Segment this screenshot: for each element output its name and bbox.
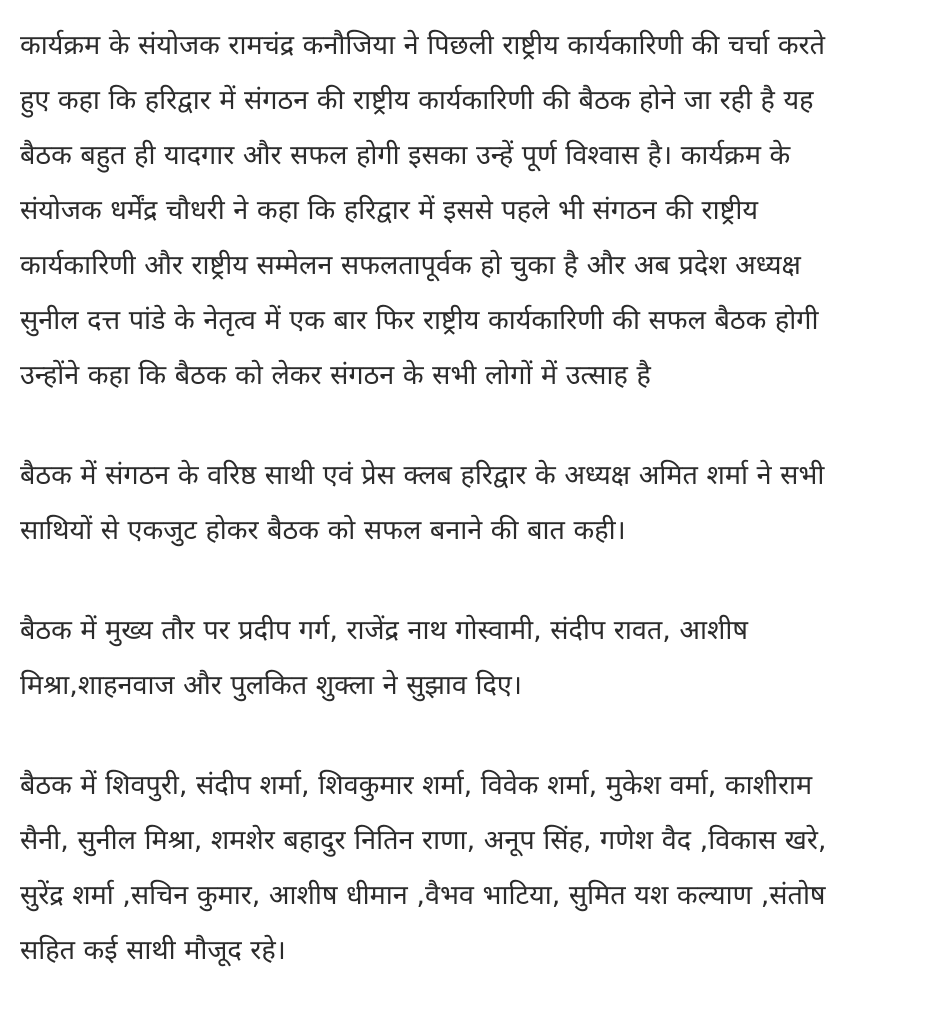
article-body: [20, 18, 925, 1023]
text-line: सहित कई साथी मौजूद रहे।: [20, 935, 286, 966]
text-line: मिश्रा,शाहनवाज और पुलकित शुक्ला ने सुझाव दिए।: [20, 670, 522, 701]
paragraph-attendees: [20, 758, 925, 978]
text-line: बैठक में संगठन के वरिष्ठ साथी एवं प्रेस क्लब हरिद्वार के अध्यक्ष अमित शर्मा ने सभी: [20, 460, 825, 491]
text-line: हुए कहा कि हरिद्वार में संगठन की राष्ट्रीय कार्यकारिणी की बैठक होने जा रही है यह: [20, 85, 814, 116]
text-line: कार्यकारिणी और राष्ट्रीय सम्मेलन सफलतापूर्वक हो चुका है और अब प्रदेश अध्यक्ष: [20, 250, 801, 281]
text-line: सुनील दत्त पांडे के नेतृत्व में एक बार फिर राष्ट्रीय कार्यकारिणी की सफल बैठक होगी: [20, 305, 819, 336]
text-line: संयोजक धर्मेंद्र चौधरी ने कहा कि हरिद्वार में इससे पहले भी संगठन की राष्ट्रीय: [20, 195, 758, 226]
text-line: बैठक बहुत ही यादगार और सफल होगी इसका उन्हें पूर्ण विश्वास है। कार्यक्रम के: [20, 140, 791, 171]
paragraph-coordinator-remarks: [20, 18, 925, 403]
text-line: उन्होंने कहा कि बैठक को लेकर संगठन के सभी लोगों में उत्साह है: [20, 360, 651, 391]
text-line: बैठक में शिवपुरी, संदीप शर्मा, शिवकुमार शर्मा, विवेक शर्मा, मुकेश वर्मा, काशीराम: [20, 770, 813, 801]
text-line: सैनी, सुनील मिश्रा, शमशेर बहादुर नितिन राणा, अनूप सिंह, गणेश वैद ,विकास खरे,: [20, 825, 827, 856]
text-line: बैठक में मुख्य तौर पर प्रदीप गर्ग, राजेंद्र नाथ गोस्वामी, संदीप रावत, आशीष: [20, 615, 748, 646]
paragraph-press-club: [20, 448, 925, 558]
paragraph-suggestions: [20, 603, 925, 713]
text-line: साथियों से एकजुट होकर बैठक को सफल बनाने की बात कही।: [20, 515, 626, 546]
text-line: सुरेंद्र शर्मा ,सचिन कुमार, आशीष धीमान ,वैभव भाटिया, सुमित यश कल्याण ,संतोष: [20, 880, 826, 911]
text-line: कार्यक्रम के संयोजक रामचंद्र कनौजिया ने पिछली राष्ट्रीय कार्यकारिणी की चर्चा करते: [20, 30, 825, 61]
